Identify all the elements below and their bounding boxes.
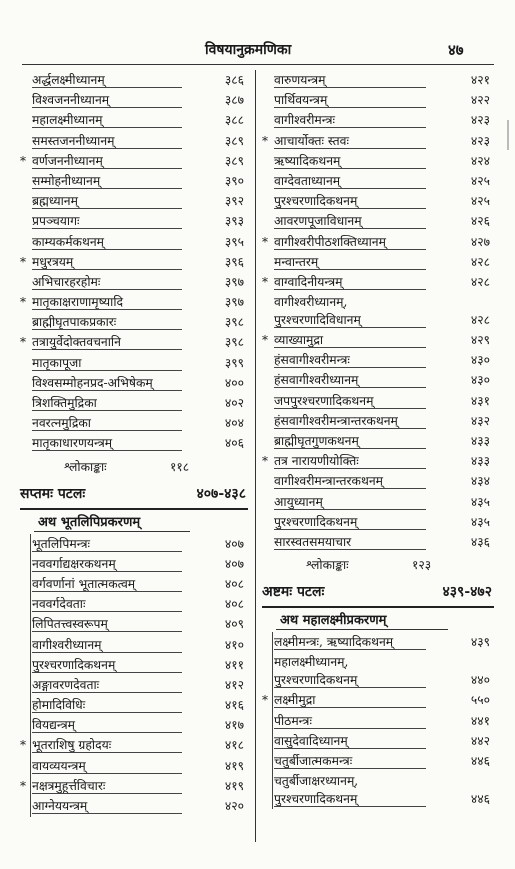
entry-underline: [32, 228, 182, 229]
entry-title: विश्वसम्मोहनप्रद-अभिषेकम्: [32, 375, 153, 390]
entry-underline: [274, 649, 426, 650]
entry-asterisk: *: [20, 738, 26, 753]
section-title: अथ भूतलिपिप्रकरणम्: [38, 514, 141, 530]
entry-underline: [274, 168, 426, 169]
toc-entry: [262, 391, 494, 411]
entry-page-number: ४२८: [470, 274, 490, 289]
shloka-label: श्लोकाङ्काः: [64, 459, 107, 474]
toc-entry: [262, 370, 494, 390]
entry-title: ब्रह्मध्यानम्: [32, 194, 78, 209]
toc-entry: [262, 151, 494, 171]
entry-title: विश्वजननीध्यानम्: [32, 93, 110, 108]
entry-page-number: ३९५: [224, 234, 244, 249]
toc-entry: [262, 90, 494, 110]
entry-underline: [32, 87, 182, 88]
entry-page-number: ४२३: [470, 113, 490, 128]
entry-title: लक्ष्मीमन्त्रः, ऋष्यादिकथनम्: [274, 635, 394, 650]
entry-asterisk: *: [262, 693, 268, 708]
entry-title: अङ्गावरणदेवताः: [32, 677, 100, 692]
entry-title: पुरश्चरणादिकथनम्: [274, 194, 358, 209]
entry-page-number: ४१२: [224, 677, 244, 692]
entry-underline: [274, 107, 426, 108]
entry-title: मन्वान्तरम्: [274, 254, 319, 269]
entry-title: ब्राह्मीघृतपाकप्रकारः: [32, 315, 117, 330]
entry-title: पुरश्चरणादिकथनम्: [274, 514, 358, 529]
entry-underline: [32, 611, 182, 612]
section-heading: [20, 512, 248, 534]
entry-title: नववर्गदेवताः: [32, 597, 86, 612]
toc-entry: [20, 131, 248, 151]
entry-title: नक्षत्रमुहूर्त्तविचारः: [32, 778, 106, 793]
entry-title: हंसवागीश्वरीमन्त्रान्तरकथनम्: [274, 413, 398, 428]
entry-page-number: ३९६: [224, 254, 244, 269]
right-column: [262, 70, 494, 809]
entry-page-number: ३८८: [224, 113, 244, 128]
entry-title: हंसवागीश्वरीध्यानम्: [274, 373, 359, 388]
toc-entry: [20, 635, 248, 655]
entry-page-number: ४३३: [470, 434, 490, 448]
entry-page-number: ३८७: [224, 93, 244, 108]
entry-page-number: ४०९: [224, 617, 244, 632]
entry-underline: [32, 410, 182, 411]
patal-range: ४०७-४३८: [196, 485, 246, 502]
entry-page-number: ४३०: [470, 373, 490, 388]
entry-page-number: ४२६: [470, 214, 490, 229]
margin-mark: [507, 120, 509, 150]
entry-underline: [274, 188, 426, 189]
toc-entry: [20, 796, 248, 816]
entry-underline: [32, 188, 182, 189]
entry-page-number: ४१६: [224, 698, 244, 713]
toc-entry: [20, 110, 248, 130]
patal-heading: [20, 480, 248, 508]
toc-entry: [20, 433, 248, 453]
header-rule: [22, 64, 494, 65]
entry-page-number: ४२८: [470, 313, 490, 328]
toc-entry: [20, 393, 248, 413]
entry-asterisk: *: [262, 234, 268, 249]
toc-entry: [20, 90, 248, 110]
toc-entry: [262, 350, 494, 370]
entry-asterisk: *: [20, 254, 26, 269]
entry-page-number: ४३०: [470, 353, 490, 368]
entry-underline: [32, 591, 182, 592]
toc-entry: [262, 711, 494, 731]
toc-entry: [262, 652, 494, 690]
entry-page-number: ४०८: [224, 576, 244, 591]
entry-title: तत्र नारायणीयोक्तिः: [274, 454, 359, 469]
entry-title: ब्राह्मीघृतगुणकथनम्: [274, 434, 359, 448]
toc-entry: [20, 776, 248, 796]
entry-title: व्याख्यामुद्रा: [274, 333, 324, 348]
toc-entry: [20, 211, 248, 231]
shloka-number: १२३: [412, 558, 432, 573]
entry-page-number: ४४२: [470, 733, 490, 748]
toc-entry: [262, 211, 494, 231]
toc-entry: [20, 70, 248, 90]
entry-page-number: ४००: [224, 375, 244, 390]
entry-underline: [274, 428, 426, 429]
entry-title: समस्तजननीध्यानम्: [32, 133, 115, 148]
entry-page-number: ४४६: [470, 792, 490, 807]
entry-underline: [32, 450, 182, 451]
entry-title: नवरत्नमुद्रिका: [32, 416, 91, 431]
toc-entry: [262, 632, 494, 652]
section-underline: [34, 531, 190, 532]
toc-entry: [20, 353, 248, 373]
entry-asterisk: *: [262, 333, 268, 348]
entry-page-number: ५५०: [470, 693, 490, 708]
entry-page-number: ४०७: [224, 556, 244, 571]
toc-entry: [20, 715, 248, 735]
entry-title: सारस्वतसमयाचार: [274, 534, 352, 549]
toc-entry: [262, 431, 494, 451]
entry-title: लिपितत्त्वस्वरूपम्: [32, 617, 108, 632]
entry-underline: [32, 269, 182, 270]
entry-title: वारुणयन्त्रम्: [274, 73, 326, 87]
entry-underline: [32, 208, 182, 209]
entry-underline: [274, 387, 426, 388]
entry-underline: [32, 289, 182, 290]
patal-range: ४३९-४७२: [442, 584, 492, 601]
list-bracket-line: [30, 534, 31, 817]
entry-underline: [274, 249, 426, 250]
entry-title: भूतलिपिमन्त्रः: [32, 536, 90, 551]
left-entries: [20, 70, 248, 454]
patal-heading: [262, 578, 494, 606]
entry-title: भूतराशिषु ग्रहोदयः: [32, 738, 112, 753]
toc-entry: [20, 252, 248, 272]
left-section-entries: [20, 534, 248, 817]
entry-page-number: ४१९: [224, 778, 244, 793]
entry-underline: [274, 269, 426, 270]
toc-entry: [262, 492, 494, 512]
entry-page-number: ४२२: [470, 93, 490, 108]
entry-title: वागीश्वरीध्यानम्, पुरश्चरणादिविधानम्: [274, 295, 361, 328]
header-title: विषयानुक्रमणिका: [205, 42, 292, 58]
section-title: अथ महालक्ष्मीप्रकरणम्: [280, 613, 387, 629]
entry-title: अर्द्धलक्ष्मीध्यानम्: [32, 73, 105, 87]
entry-underline: [274, 347, 426, 348]
entry-underline: [32, 390, 182, 391]
entry-page-number: ४०४: [224, 416, 244, 431]
entry-page-number: ४२१: [470, 73, 490, 87]
patal-name: सप्तमः पटलः: [20, 485, 86, 502]
entry-page-number: ३९७: [224, 295, 244, 310]
entry-underline: [32, 571, 182, 572]
toc-entry: [20, 272, 248, 292]
entry-title: आयुध्यानम्: [274, 494, 323, 509]
entry-underline: [32, 329, 182, 330]
toc-entry: [262, 471, 494, 491]
entry-underline: [32, 752, 182, 753]
entry-page-number: ३९८: [224, 335, 244, 350]
entry-page-number: ४११: [224, 657, 244, 672]
entry-page-number: ३८६: [224, 73, 244, 87]
entry-title: आचार्योक्तः स्तवः: [274, 133, 349, 148]
entry-page-number: ३९३: [224, 214, 244, 229]
entry-title: वर्णजननीध्यानम्: [32, 153, 103, 168]
entry-asterisk: *: [262, 274, 268, 289]
toc-entry: [20, 151, 248, 171]
entry-underline: [274, 549, 426, 550]
entry-page-number: ४३५: [470, 494, 490, 509]
shloka-number: ११८: [170, 459, 190, 474]
entry-underline: [32, 732, 182, 733]
toc-entry: [20, 655, 248, 675]
toc-entry: [20, 534, 248, 554]
toc-entry: [262, 232, 494, 252]
entry-underline: [274, 367, 426, 368]
entry-page-number: ४२४: [470, 153, 490, 168]
entry-underline: [274, 806, 426, 807]
toc-entry: [20, 756, 248, 776]
entry-page-number: ४१०: [224, 637, 244, 652]
entry-page-number: ४३१: [470, 393, 490, 408]
toc-entry: [20, 373, 248, 393]
entry-title: सम्मोहनीध्यानम्: [32, 173, 101, 188]
toc-entry: [262, 330, 494, 350]
toc-entry: [20, 695, 248, 715]
entry-page-number: ४२९: [470, 333, 490, 348]
patal-rule: [262, 606, 494, 608]
toc-entry: [262, 191, 494, 211]
entry-page-number: ४२५: [470, 173, 490, 188]
entry-asterisk: *: [20, 153, 26, 168]
entry-underline: [32, 249, 182, 250]
entry-underline: [32, 127, 182, 128]
entry-title: मातृकापूजा: [32, 355, 82, 370]
entry-title: चतुर्बीजाक्षरध्यानम्, पुरश्चरणादिकथनम्: [274, 774, 359, 807]
patal-name: अष्टमः पटलः: [262, 584, 325, 601]
entry-title: होमादिविधिः: [32, 698, 86, 713]
entry-asterisk: *: [20, 295, 26, 310]
entry-title: प्रपञ्चयागः: [32, 214, 80, 229]
toc-entry: [20, 614, 248, 634]
toc-entry: [262, 532, 494, 552]
entry-underline: [32, 107, 182, 108]
entry-underline: [32, 430, 182, 431]
entry-title: मधुरत्रयम्: [32, 254, 74, 269]
toc-entry: [262, 512, 494, 532]
entry-page-number: ४१९: [224, 758, 244, 773]
entry-underline: [274, 289, 426, 290]
entry-page-number: ४३९: [470, 635, 490, 650]
entry-underline: [274, 228, 426, 229]
toc-entry: [262, 731, 494, 751]
entry-underline: [32, 712, 182, 713]
shloka-label: श्लोकाङ्काः: [306, 558, 349, 573]
toc-entry: [20, 191, 248, 211]
entry-underline: [274, 488, 426, 489]
toc-entry: [20, 292, 248, 312]
entry-title: पीठमन्त्रः: [274, 713, 312, 728]
entry-title: आवरणपूजाविधानम्: [274, 214, 362, 229]
entry-page-number: ४३३: [470, 454, 490, 469]
toc-entry: [262, 292, 494, 330]
entry-title: हंसवागीश्वरीमन्त्रः: [274, 353, 350, 368]
entry-page-number: ३९८: [224, 315, 244, 330]
entry-title: वाग्वादिनीयन्त्रम्: [274, 274, 343, 289]
entry-page-number: ३८९: [224, 133, 244, 148]
entry-page-number: ४४०: [470, 673, 490, 688]
toc-entry: [262, 751, 494, 771]
entry-underline: [32, 672, 182, 673]
entry-title: महालक्ष्मीध्यानम्: [32, 113, 103, 128]
entry-page-number: ४०६: [224, 436, 244, 451]
entry-asterisk: *: [20, 335, 26, 350]
entry-page-number: ४१८: [224, 738, 244, 753]
entry-page-number: ४३२: [470, 413, 490, 428]
entry-underline: [32, 631, 182, 632]
entry-title: वागीश्वरीमन्त्रान्तरकथनम्: [274, 474, 384, 489]
entry-title: मातृकाक्षराणामृष्यादि: [32, 295, 124, 310]
entry-underline: [274, 448, 426, 449]
column-divider: [255, 70, 256, 842]
entry-underline: [274, 208, 426, 209]
entry-title: अभिचारहरहोमः: [32, 274, 101, 289]
entry-title: त्रिशक्तिमुद्रिका: [32, 396, 97, 410]
entry-title: वियद्यन्त्रम्: [32, 718, 76, 733]
entry-title: वाग्देवताध्यानम्: [274, 173, 341, 188]
entry-underline: [274, 468, 426, 469]
toc-entry: [20, 232, 248, 252]
entry-underline: [32, 551, 182, 552]
toc-entry: [262, 110, 494, 130]
entry-page-number: ३९२: [224, 194, 244, 209]
toc-entry: [20, 594, 248, 614]
entry-underline: [274, 408, 426, 409]
entry-page-number: ४४६: [470, 753, 490, 768]
toc-entry: [262, 70, 494, 90]
entry-title: वागीश्वरीपीठशक्तिध्यानम्: [274, 234, 386, 249]
page-header: [0, 40, 515, 62]
section-heading: [262, 610, 494, 632]
entry-asterisk: *: [262, 133, 268, 148]
entry-underline: [274, 87, 426, 88]
entry-page-number: ४१७: [224, 718, 244, 733]
entry-underline: [274, 748, 426, 749]
entry-title: पार्थिवयन्त्रम्: [274, 93, 328, 108]
right-section-entries: [262, 632, 494, 809]
toc-entry: [262, 771, 494, 809]
entry-underline: [32, 148, 182, 149]
toc-entry: [20, 413, 248, 433]
entry-page-number: ४०८: [224, 597, 244, 612]
toc-entry: [20, 332, 248, 352]
entry-title: चतुर्बीजात्मकमन्त्रः: [274, 753, 353, 768]
entry-title: पुरश्चरणादिकथनम्: [32, 657, 116, 672]
entry-underline: [32, 813, 182, 814]
entry-title: नववर्गाद्यक्षरकथनम्: [32, 556, 116, 571]
entry-underline: [274, 707, 426, 708]
entry-page-number: ३९९: [224, 355, 244, 370]
entry-title: वागीश्वरीध्यानम्: [32, 637, 102, 652]
entry-underline: [32, 692, 182, 693]
entry-underline: [32, 370, 182, 371]
entry-page-number: ४०७: [224, 536, 244, 551]
entry-title: जपपुरश्चरणादिकथनम्: [274, 393, 374, 408]
entry-page-number: ४३६: [470, 534, 490, 549]
entry-page-number: ४३५: [470, 514, 490, 529]
entry-underline: [274, 529, 426, 530]
toc-entry: [20, 675, 248, 695]
toc-entry: [262, 411, 494, 431]
toc-entry: [262, 171, 494, 191]
entry-underline: [274, 768, 426, 769]
toc-entry: [262, 252, 494, 272]
right-entries: [262, 70, 494, 552]
section-underline: [276, 629, 448, 630]
entry-underline: [32, 773, 182, 774]
toc-entry: [20, 312, 248, 332]
patal-rule: [20, 508, 248, 510]
entry-asterisk: *: [262, 454, 268, 469]
list-bracket-line: [272, 632, 273, 809]
entry-underline: [32, 309, 182, 310]
shloka-count: [20, 454, 248, 480]
entry-page-number: ३९०: [224, 173, 244, 188]
entry-title: वायव्ययन्त्रम्: [32, 758, 86, 773]
entry-title: मातृकाधारणयन्त्रम्: [32, 436, 113, 451]
entry-underline: [32, 349, 182, 350]
toc-entry: [20, 574, 248, 594]
entry-title: ऋष्यादिकथनम्: [274, 153, 341, 168]
toc-entry: [262, 131, 494, 151]
entry-title: लक्ष्मीमुद्रा: [274, 693, 316, 708]
page-number: ४७: [448, 41, 464, 59]
entry-page-number: ३८९: [224, 153, 244, 168]
toc-entry: [262, 272, 494, 292]
toc-entry: [20, 554, 248, 574]
entry-page-number: ४०२: [224, 396, 244, 410]
entry-underline: [274, 509, 426, 510]
toc-entry: [20, 171, 248, 191]
entry-underline: [274, 148, 426, 149]
entry-page-number: ३९७: [224, 274, 244, 289]
toc-entry: [20, 735, 248, 755]
entry-page-number: ४२३: [470, 133, 490, 148]
entry-page-number: ४२७: [470, 234, 490, 249]
entry-title: वागीश्वरीमन्त्रः: [274, 113, 336, 128]
entry-title: महालक्ष्मीध्यानम्, पुरश्चरणादिकथनम्: [274, 655, 358, 688]
toc-entry: [262, 451, 494, 471]
entry-page-number: ४२८: [470, 254, 490, 269]
entry-asterisk: *: [20, 778, 26, 793]
entry-title: तत्रायुर्वेदोक्तवचनानि: [32, 335, 121, 350]
entry-title: वासुदेवादिध्यानम्: [274, 733, 348, 748]
entry-underline: [32, 652, 182, 653]
entry-underline: [274, 127, 426, 128]
entry-underline: [32, 168, 182, 169]
shloka-count: [262, 552, 494, 578]
entry-page-number: ४३४: [470, 474, 490, 489]
entry-title: वर्गवर्णानां भूतात्मकत्वम्: [32, 576, 136, 591]
entry-page-number: ४२५: [470, 194, 490, 209]
entry-underline: [274, 687, 426, 688]
toc-entry: [262, 690, 494, 710]
entry-underline: [32, 793, 182, 794]
entry-title: काम्यकर्मकथनम्: [32, 234, 105, 249]
left-column: [20, 70, 248, 816]
entry-page-number: ४२०: [224, 799, 244, 813]
entry-title: आग्नेययन्त्रम्: [32, 799, 88, 813]
entry-underline: [274, 327, 426, 328]
entry-underline: [274, 728, 426, 729]
entry-page-number: ४४१: [470, 713, 490, 728]
